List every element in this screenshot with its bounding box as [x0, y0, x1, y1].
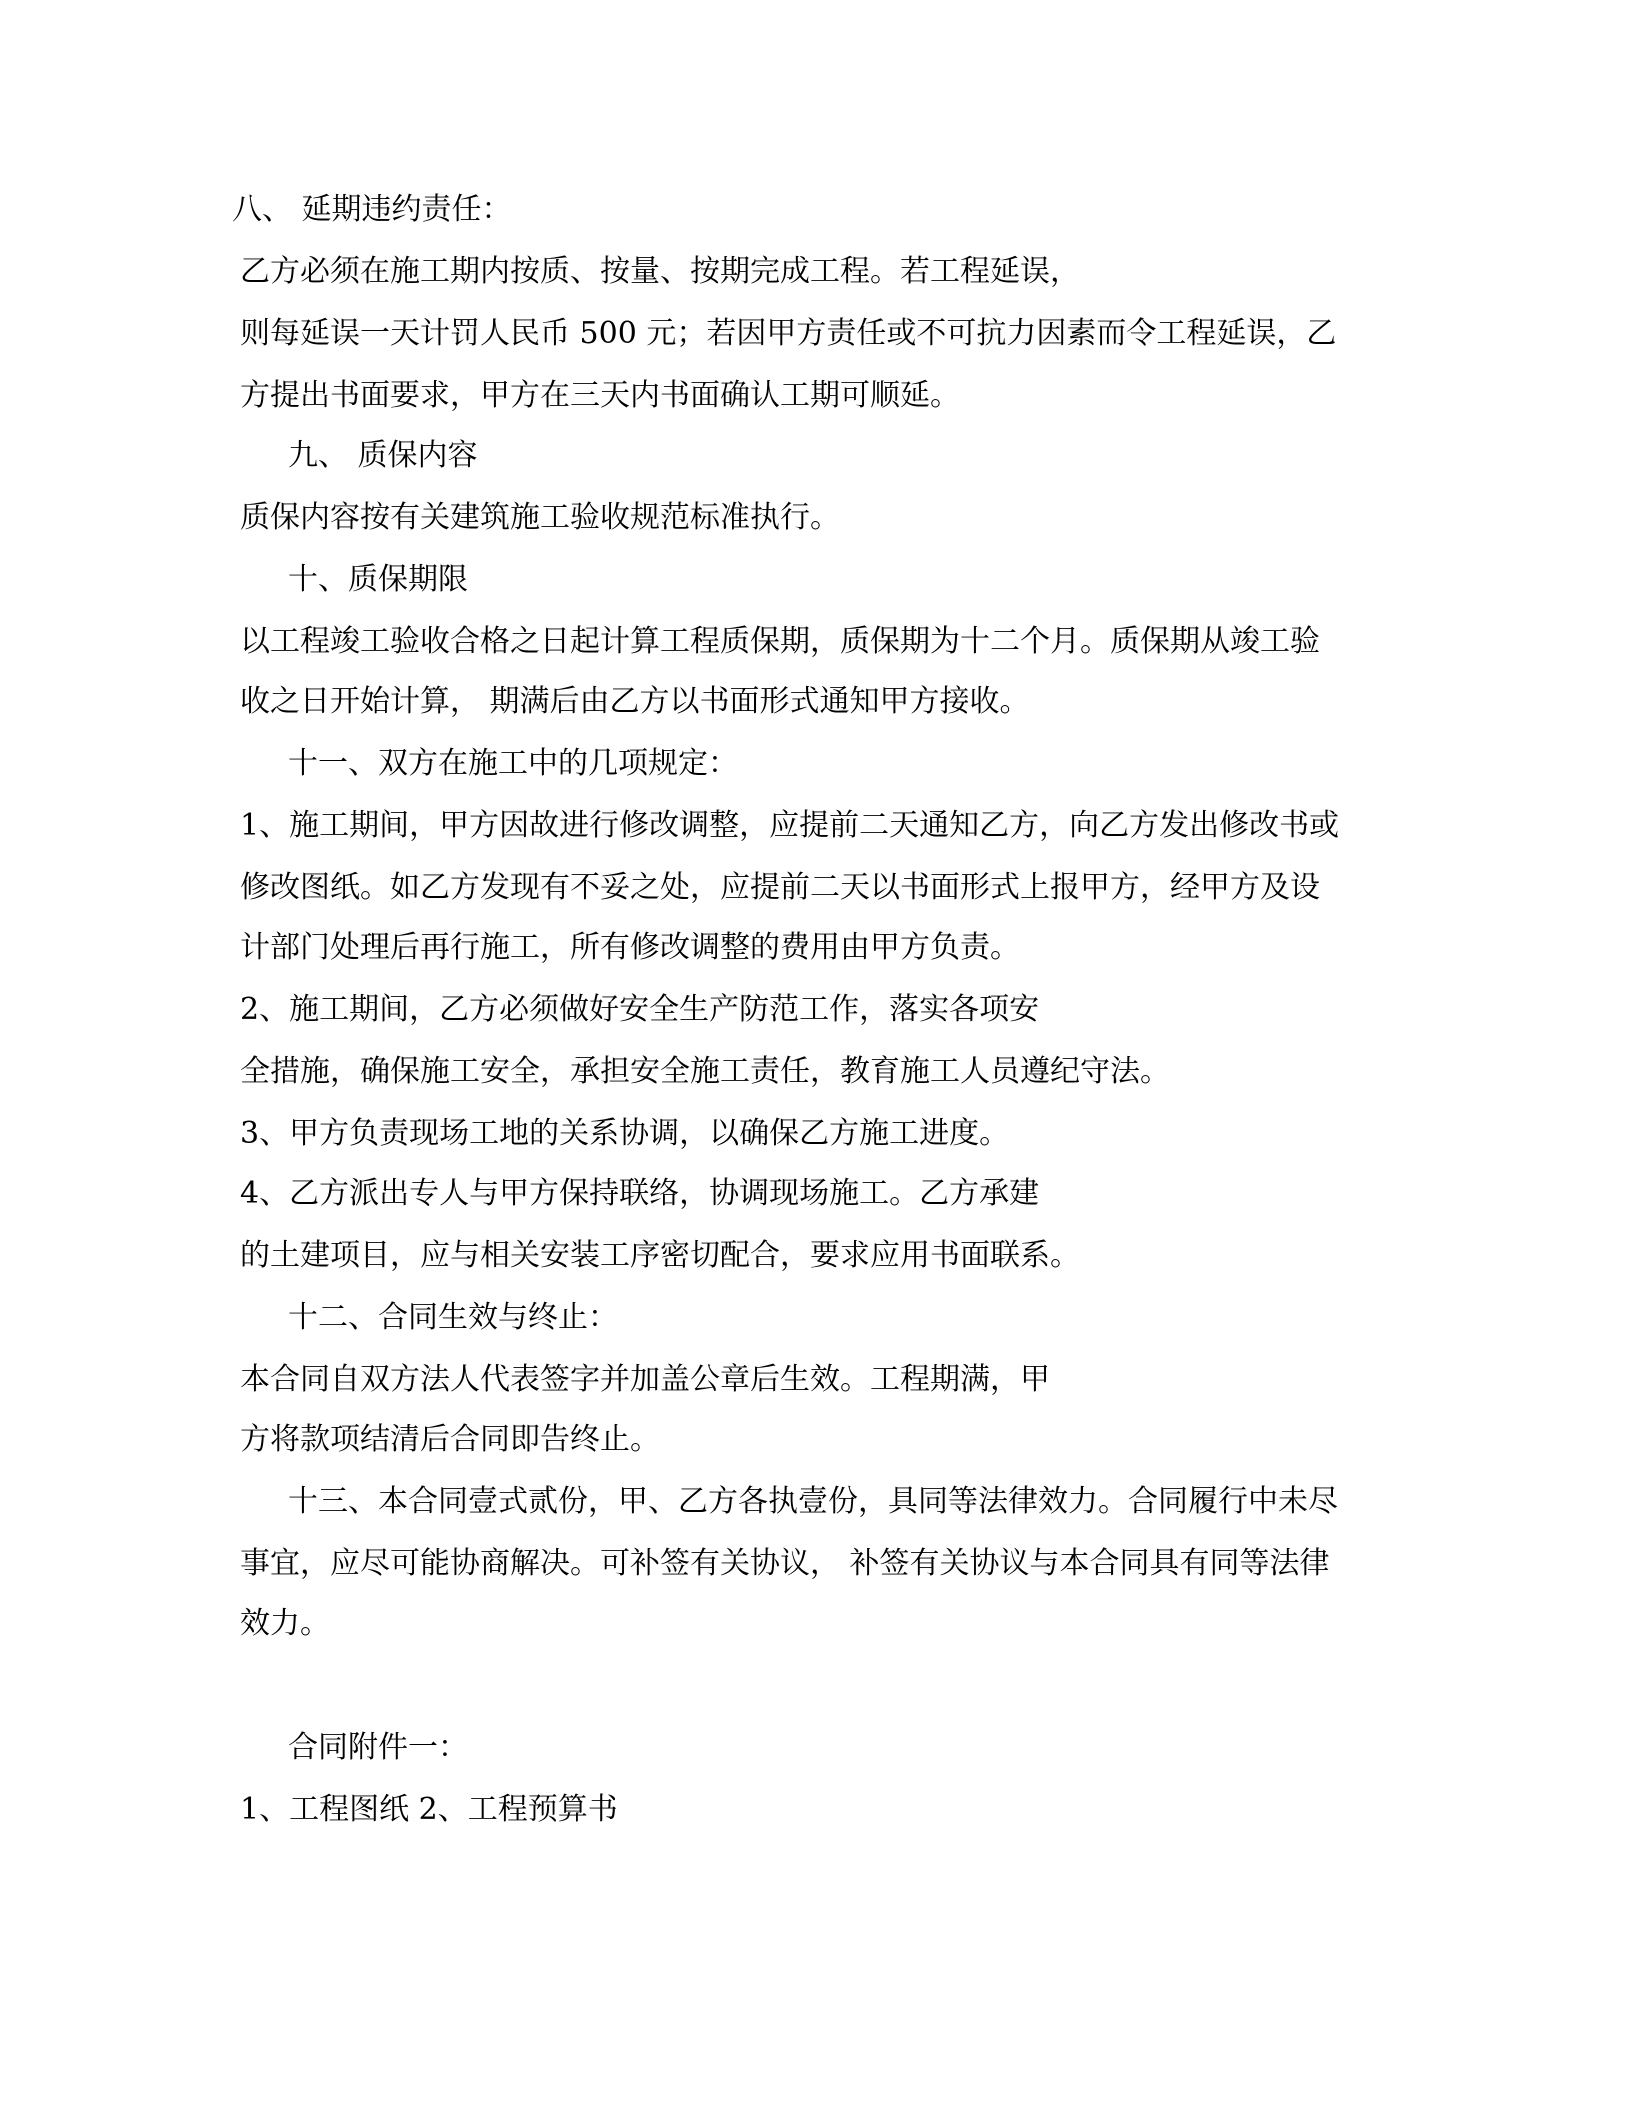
attachment-heading: 合同附件一： — [288, 1730, 468, 1765]
body-line: 方将款项结清后合同即告终止。 — [240, 1422, 660, 1457]
body-line: 4、乙方派出专人与甲方保持联络，协调现场施工。乙方承建 — [240, 1176, 1040, 1211]
section-12-heading: 十二、合同生效与终止： — [288, 1300, 618, 1335]
body-line: 的土建项目，应与相关安装工序密切配合，要求应用书面联系。 — [240, 1238, 1080, 1273]
body-line: 效力。 — [240, 1606, 330, 1641]
body-line: 收之日开始计算， 期满后由乙方以书面形式通知甲方接收。 — [240, 684, 1030, 719]
body-line: 1、施工期间，甲方因故进行修改调整，应提前二天通知乙方，向乙方发出修改书或 — [240, 808, 1340, 843]
body-line: 计部门处理后再行施工，所有修改调整的费用由甲方负责。 — [240, 930, 1020, 965]
body-line: 2、施工期间，乙方必须做好安全生产防范工作，落实各项安 — [240, 992, 1040, 1027]
body-line: 修改图纸。如乙方发现有不妥之处，应提前二天以书面形式上报甲方，经甲方及设 — [240, 870, 1320, 905]
body-line: 全措施，确保施工安全，承担安全施工责任，教育施工人员遵纪守法。 — [240, 1054, 1170, 1089]
body-line: 则每延误一天计罚人民币 500 元；若因甲方责任或不可抗力因素而令工程延误，乙 — [240, 316, 1337, 351]
body-line: 乙方必须在施工期内按质、按量、按期完成工程。若工程延误， — [240, 254, 1080, 289]
body-line: 以工程竣工验收合格之日起计算工程质保期，质保期为十二个月。质保期从竣工验 — [240, 624, 1320, 659]
section-13-paragraph: 十三、本合同壹式贰份，甲、乙方各执壹份，具同等法律效力。合同履行中未尽 — [288, 1484, 1338, 1519]
attachment-list: 1、工程图纸 2、工程预算书 — [240, 1792, 618, 1827]
section-8-heading: 八、 延期违约责任： — [232, 192, 512, 227]
body-line: 事宜，应尽可能协商解决。可补签有关协议， 补签有关协议与本合同具有同等法律 — [240, 1546, 1330, 1581]
section-10-heading: 十、质保期限 — [288, 562, 468, 597]
section-11-heading: 十一、双方在施工中的几项规定： — [288, 746, 738, 781]
body-line: 本合同自双方法人代表签字并加盖公章后生效。工程期满，甲 — [240, 1362, 1050, 1397]
body-line: 方提出书面要求，甲方在三天内书面确认工期可顺延。 — [240, 378, 960, 413]
body-line: 质保内容按有关建筑施工验收规范标准执行。 — [240, 500, 840, 535]
section-9-heading: 九、 质保内容 — [288, 438, 478, 473]
body-line: 3、甲方负责现场工地的关系协调，以确保乙方施工进度。 — [240, 1116, 1010, 1151]
